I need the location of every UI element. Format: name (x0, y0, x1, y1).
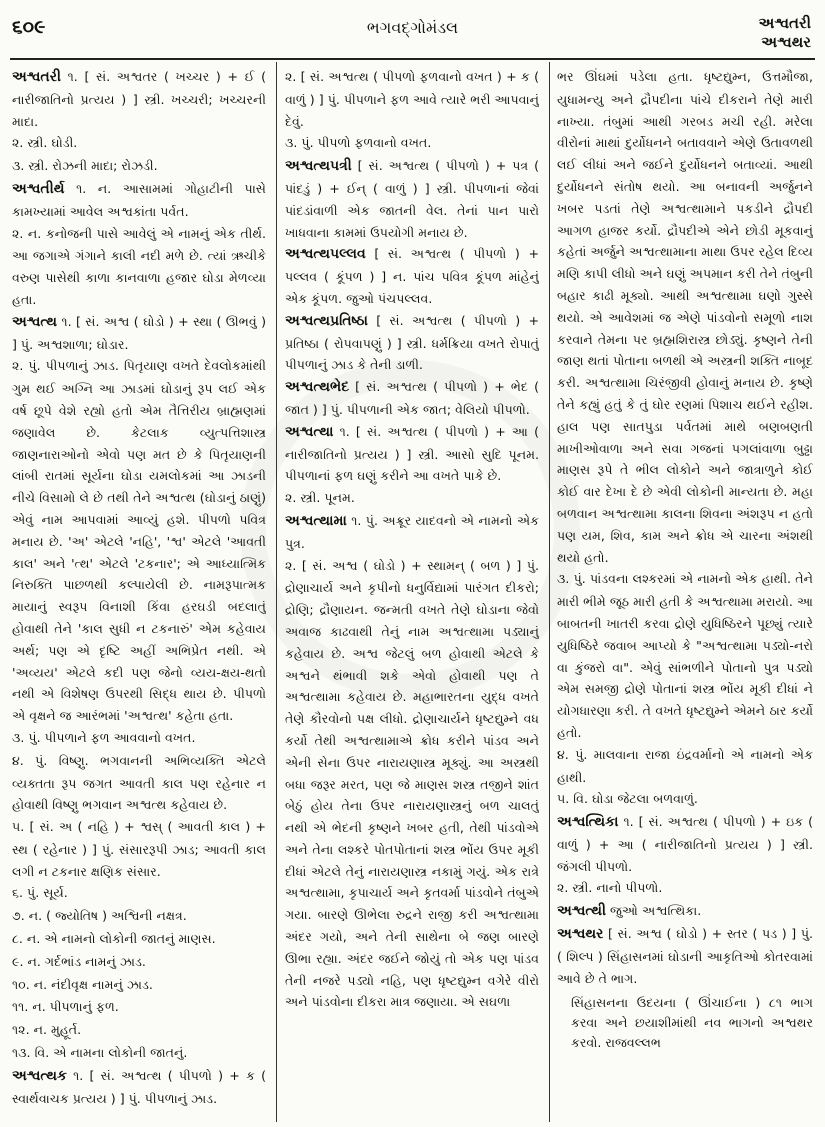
definition-text: ૨. ન. કનોજની પાસે આવેલું એ નામનું એક તીર્થ. આ જગાએ ગંગાને કાલી નદી મળે છે. ત્યાં ઋચીકે વરુણ પાસેથી કાળા કાનવાળા હજાર ઘોડા મેળવ્યા હતા. (12, 225, 266, 307)
definition-text: ૧. [ સં. અશ્વતર ( ખચ્ચર ) + ઈ ( નારીજાતિનો પ્રત્યય ) ] સ્ત્રી. ખચ્ચરી; ખચ્ચરની માદા. (12, 69, 266, 129)
definition-text: ૪. પું. માલવાના રાજા ઇંદ્રવર્માનો એ નામનો એક હાથી. (557, 746, 813, 785)
column-divider (549, 62, 550, 1122)
definition-text: ૨. પું. પીપળાનું ઝાડ. પિતૃયાણ વખતે દેવલોકમાંથી ગુમ થઈ અગ્નિ આ ઝાડમાં ઘોડાનું રૂપ લઈ એક વર્ષ છૂપે વેશે રહ્યો હતો એમ તૈત્તિરીય બ્રાહ્મણમાં જણાવેલ છે. કેટલાક વ્યુત્પત્તિશાસ્ત્ર જાણનારાઓનો એવો પણ મત છે કે પિતૃયાણની લાંબી રાતમાં સૂર્યના ઘોડા યમલોકમાં આ ઝાડની નીચે વિસામો લે છે તથી તેને અશ્વત્થ (ઘોડાનું ઠાણું) એવું નામ આપવામાં આવ્યું હશે. પીપળો પવિત્ર મનાય છે. 'અ' એટલે 'નહિ', 'શ્વ' એટલે 'આવતી કાલ' અને 'ત્થ' એટલે 'ટકનાર'; એ આધ્યાત્મિક નિરુક્તિ પાછળથી કલ્પાયેલી છે. નામરૂપાત્મક માયાનું સ્વરૂપ વિનાશી કિંવા હરઘડી બદલાતું હોવાથી તેને 'કાલ સુધી ન ટકનારું' એમ કહેવાય અર્થ; પણ એ દૃષ્ટિ અહીં અભિપ્રેત નથી. એ 'અવ્યય' એટલે કદી પણ જેનો વ્યય-ક્ષય-થતો નથી એ વિશેષણ ઉપરથી સિદ્ધ થાય છે. પીપળો એ વૃક્ષને જ આરંભમાં 'અશ્વત્થ' કહેતા હતા. (12, 358, 266, 724)
dictionary-entry (557, 66, 813, 568)
dictionary-entry (285, 555, 539, 1014)
dictionary-entry (12, 928, 266, 951)
header-rule (10, 58, 815, 60)
dictionary-entry (12, 905, 266, 928)
dictionary-entry (285, 132, 539, 155)
definition-text: ૩. પું. પીપળો ફળવાનો વખત. (285, 135, 432, 151)
column-divider (276, 62, 277, 1122)
dictionary-entry (285, 376, 539, 421)
headword: અશ્વત્થભેદ (285, 379, 350, 396)
definition-text: [ સં. અશ્વત્થ ( પીપળો ) + ભેદ ( જાત ) ] પું. પીપળાની એક જાત; વેલિયો પીપળો. (285, 379, 539, 417)
definition-text: ૧૨. ન. મુહૂર્ત. (12, 1022, 82, 1038)
definition-text: ભર ઊંઘમાં પડેલા હતા. ધૃષ્ટદ્યુમ્ન, ઉત્તમૌજા, યુધામન્યુ અને દ્રૌપદીના પાંચે દીકરાને તેણે મારી નાખ્યા. તંબુમાં આથી ગરબડ મચી રહી. મરેલા વીરોનાં માથાં દુર્યોધનને બતાવવાને એણે ઉતાવળથી લઈ લીધાં અને જઈને દુર્યોધનને બતાવ્યાં. આથી દુર્યોધનને સંતોષ થયો. આ બનાવની અર્જુનને ખબર પડતાં તેણે અશ્વત્થામાને પકડીને દ્રૌપદી આગળ હાજર કર્યો. દ્રૌપદીએ એને છોડી મૂકવાનું કહેતાં અર્જુને અશ્વત્થામાના માથા ઉપર રહેલ દિવ્ય મણિ કાપી લીધો અને ઘણું અપમાન કરી તેને તંબુની બહાર કાઢી મૂક્યો. આથી અશ્વત્થામા ઘણો ગુસ્સે થયો. એ આવેશમાં જ એણે પાંડવોનો સમૂળો નાશ કરવાને તેમના પર બ્રહ્મશિરાસ્ત્ર છોડ્યું. કૃષ્ણને તેની જાણ થતાં પોતાના બળથી એ અસ્ત્રની શક્તિ નાબૂદ કરી. અશ્વત્થામા ચિરંજીવી હોવાનું મનાય છે. કૃષ્ણે તેને કહ્યું હતું કે તું ઘોર રણમાં પિશાચ થઈને રહીશ. હાલ પણ સાતપુડા પર્વતમાં માથે બણબણતી માખીઓવાળા અને સવા ગજનાં પગલાંવાળા બુઢ્ઢા માણસ રૂપે તે ભીલ લોકોને અને જાત્રાળુને કોઈ કોઈ વાર દેખા દે છે એવી લોકોની માન્યતા છે. મહા બળવાન અશ્વત્થામા કાલના શિવના અંશરૂપ ન હતો પણ યમ, શિવ, કામ અને ક્રોધ એ ચારના અંશથી થયો હતો. (557, 69, 813, 565)
dictionary-entry (12, 155, 266, 178)
dictionary-entry (285, 155, 539, 243)
definition-text: જુઓ અશ્વત્થિકા. (606, 903, 702, 919)
dictionary-entry (12, 750, 266, 816)
column-2 (285, 66, 539, 1118)
definition-text: ૮. ન. એ નામનો લોકોની જાતનું માણસ. (12, 931, 216, 947)
definition-text: ૭. ન. ( જ્યોતિષ ) અશ્વિની નક્ષત્ર. (12, 908, 187, 924)
definition-text: ૨. [ સં. અશ્વત્થ ( પીપળો ફળવાનો વખત ) + ક ( વાળું ) ] પું. પીપળાને ફળ આવે ત્યારે ભરી આપવાનું દેવું. (285, 69, 539, 129)
column-1 (12, 66, 266, 1118)
quotation-text: સિંહાસનના ઉદયના ( ઊંચાઈના ) ૮૧ ભાગ કરવા અને છયાશીમાંથી નવ ભાગનો અશ્વથર કરવો. (571, 995, 813, 1051)
definition-text: [ સં. અશ્વત્થ ( પીપળો ) + પત્ર ( પાંદડું ) + ઈન્ ( વાળું ) ] સ્ત્રી. પીપળાનાં જેવાં પાંદડાંવાળી એક જાતની વેલ. તેનાં પાન પારો ખાધવાના કામમાં ઉપયોગી મનાય છે. (285, 158, 539, 240)
definition-text: ૧૦. ન. નંદીવૃક્ષ નામનું ઝાડ. (12, 976, 153, 992)
definition-text: ૧૧. ન. પીપળાનું ફળ. (12, 999, 119, 1015)
column-3 (557, 66, 813, 1118)
dictionary-entry (285, 66, 539, 132)
dictionary-entry (557, 811, 813, 877)
headword: અશ્વત્થા (285, 423, 334, 440)
headword: અશ્વત્થપત્રી (285, 158, 352, 175)
dictionary-entry (557, 900, 813, 923)
definition-text: ૨. સ્ત્રી. નાનો પીપળો. (557, 880, 663, 896)
headword: અશ્વત્થ (12, 313, 58, 330)
definition-text: ૫. વિ. ઘોડા જેટલા બળવાળું. (557, 791, 698, 807)
headword: અશ્વત્થી (557, 903, 607, 920)
definition-text: ૧. [ સં. અશ્વ ( ઘોડો ) + સ્થા ( ઊભવું ) ] પું. અશ્વશાળા; ઘોડાર. (12, 313, 266, 352)
headword: અશ્વતીર્થ (12, 180, 65, 197)
dictionary-entry (12, 974, 266, 997)
dictionary-entry (12, 727, 266, 750)
dictionary-entry (12, 882, 266, 905)
definition-text: ૧૩. વિ. એ નામના લોકોની જાતનું. (12, 1045, 188, 1061)
headword: અશ્વત્થિકા (557, 814, 619, 831)
definition-text: ૫. [ સં. અ ( નહિ ) + શ્વસ્ ( આવતી કાલ ) + સ્થ ( રહેનાર ) ] પું. સંસારરૂપી ઝાડ; આવતી કાલ લગી ન ટકનાર ક્ષણિક સંસાર. (12, 819, 266, 879)
definition-text: ૯. ન. ગર્દભાંડ નામનું ઝાડ. (12, 953, 146, 969)
headword: અશ્વથર (557, 926, 604, 943)
dictionary-entry (12, 1065, 266, 1110)
headword: અશ્વતરી (12, 69, 61, 85)
definition-text: ૧. [ સં. અશ્વત્થ ( પીપળો ) + ક ( સ્વાર્થવાચક પ્રત્યય ) ] પું. પીપળાનું ઝાડ. (12, 1067, 266, 1106)
definition-text: [ સં. અશ્વ ( ઘોડો ) + સ્તર ( પડ ) ] પું. ( શિલ્પ ) સિંહાસનમાં ઘોડાની આકૃતિઓ કોતરવામાં આવે છે તે ભાગ. (557, 926, 813, 986)
dictionary-entry (12, 355, 266, 727)
running-title: ભગવદ્ગોમંડલ (366, 18, 459, 37)
definition-text: ૬. પું. સૂર્ય. (12, 885, 68, 901)
headword: અશ્વત્થપલ્લવ (285, 246, 366, 263)
dictionary-entry (12, 1042, 266, 1065)
dictionary-entry (12, 1019, 266, 1042)
guide-words (759, 14, 811, 52)
definition-text: [ સં. અશ્વત્થ ( પીપળો ) + પ્રતિષ્ઠા ( રોપવાપણું ) ] સ્ત્રી. ધર્મક્રિયા વખતે રોપાતું પીપળાનું ઝાડ કે તેની ડાળી. (285, 312, 539, 373)
dictionary-entry (557, 923, 813, 989)
dictionary-entry (12, 223, 266, 311)
dictionary-entry (285, 310, 539, 376)
dictionary-entry (12, 951, 266, 974)
dictionary-entry (12, 816, 266, 882)
definition-text: ૨. [ સં. અશ્વ ( ઘોડો ) + સ્થામન્ ( બળ ) ] પું. દ્રોણાચાર્ય અને કૃપીનો ધનુર્વિદ્યામાં પારંગત દીકરો; દ્રોણિ; દ્રૌણાયન. જન્મતી વખતે તેણે ઘોડાના જેવો અવાજ કાઢવાથી તેનું નામ અશ્વત્થામા પડ્યાનું કહેવાય છે. અશ્વ જેટલું બળ હોવાથી એટલે કે અશ્વને થંભાવી શકે એવો હોવાથી પણ તે અશ્વત્થામા કહેવાય છે. મહાભારતના યુદ્ધ વખતે તેણે કૌરવોનો પક્ષ લીધો. દ્રોણાચાર્યને ધૃષ્ટદ્યુમ્ને વધ કર્યો તેથી અશ્વત્થામાએ ક્રોધ કરીને પાંડવ અને એની સેના ઉપર નારાયણાસ્ત્ર મૂક્યું. આ અસ્ત્રથી બધા જરૂર મરત, પણ જે માણસ શસ્ત્ર તજીને શાંત બેઠું હોય તેના ઉપર નારાયણાસ્ત્રનું બળ ચાલતું નથી એ ભેદની કૃષ્ણને ખબર હતી, તેથી પાંડવોએ અને તેના લશ્કરે પોતપોતાનાં શસ્ત્ર ભોંય ઉપર મૂકી દીધાં એટલે તેનું નારાયણાસ્ત્ર નકામું ગયું. એક રાત્રે અશ્વત્થામા, કૃપાચાર્ય અને કૃતવર્મા પાંડવોને તંબુએ ગયા. બારણે ઊભેલા રુદ્રને રાજી કરી અશ્વત્થામા અંદર ગયો, અને તેની સાથેના બે જણ બારણે ઊભા રહ્યા. અંદર જઈને જોયું તો એક પણ પાંડવ તેની નજરે પડ્યો નહિ, પણ ધૃષ્ટદ્યુમ્ન વગેરે વીરો અને પાંડવોના દીકરા માત્ર જણાયા. એ સઘળા (285, 557, 539, 1010)
definition-text: ૪. પું. વિષ્ણુ. ભગવાનની અભિવ્યક્તિ એટલે વ્યક્તતા રૂપ જગત આવતી કાલ પણ રહેનાર ન હોવાથી વિષ્ણુ ભગવાન અશ્વત્થ કહેવાય છે. (12, 752, 266, 813)
dictionary-entry (285, 421, 539, 487)
dictionary-entry (285, 510, 539, 555)
dictionary-entry (557, 568, 813, 743)
definition-text: ૧. પું. અક્રૂર યાદવનો એ નામનો એક પુત્ર. (285, 512, 539, 551)
dictionary-entry (12, 132, 266, 155)
guide-word-last: અશ્વથર (761, 33, 811, 51)
dictionary-entry (557, 877, 813, 900)
definition-text: ૩. પું. પીપળાને ફળ આવવાનો વખત. (12, 729, 196, 745)
headword: અશ્વત્થામા (285, 512, 347, 529)
dictionary-entry (285, 487, 539, 510)
definition-text: [ સં. અશ્વત્થ ( પીપળો ) + પલ્લવ ( કૂંપળ ) ] ન. પાંચ પવિત્ર કૂંપળ માંહેનું એક કૂંપળ. જુઓ પંચપલ્લવ. (285, 246, 539, 306)
dictionary-entry (557, 744, 813, 789)
definition-text: ૧. [ સં. અશ્વત્થ ( પીપળો ) + ઇક ( વાળું ) + આ ( નારીજાતિનો પ્રત્યય ) ] સ્ત્રી. જંગલી પીપળો. (557, 814, 813, 874)
dictionary-entry (12, 311, 266, 356)
dictionary-entry (12, 996, 266, 1019)
dictionary-entry (557, 788, 813, 811)
page-number: ૬૦૯ (12, 16, 46, 38)
dictionary-entry (285, 243, 539, 309)
headword: અશ્વત્થક (12, 1067, 67, 1084)
definition-text: ૩. સ્ત્રી. રોઝની માદા; રોઝડી. (12, 158, 158, 174)
definition-text: ૨. સ્ત્રી. પૂનમ. (285, 490, 355, 506)
quotation (571, 993, 813, 1053)
definition-text: ૩. પું. પાંડવના લશ્કરમાં એ નામનો એક હાથી. તેને મારી ભીમે જૂઠ મારી હતી કે અશ્વત્થામા મરાયો. આ બાબતની ખાતરી કરવા દ્રોણે યુધિષ્ઠિરને પૂછ્યું ત્યારે યુધિષ્ઠિરે જવાબ આપ્યો કે "અશ્વત્થામા પડ્યો-નરો વા કુંજરો વા". એવું સાંભળીને પોતાનો પુત્ર પડ્યો એમ સમજી દ્રોણે પોતાનાં શસ્ત્ર ભોંય મૂકી દીધાં ને યોગધારણા કરી. તે વખતે ધૃષ્ટદ્યુમ્ને એમને ઠાર કર્યો હતો. (557, 571, 813, 740)
definition-text: ૧. [ સં. અશ્વત્થ ( પીપળો ) + આ ( નારીજાતિનો પ્રત્યય ) ] સ્ત્રી. આસો સુદિ પૂનમ. પીપળાનાં ફળ ઘણું કરીને આ વખતે પાકે છે. (285, 423, 539, 484)
definition-text: ૧. ન. આસામમાં ગોહાટીની પાસે કામખ્યામાં આવેલ અશ્વકાંતા પર્વત. (12, 180, 266, 219)
dictionary-entry (12, 178, 266, 223)
guide-word-first: અશ્વતરી (758, 14, 811, 32)
headword: અશ્વત્થપ્રતિષ્ઠા (285, 312, 368, 329)
dictionary-entry (12, 66, 266, 132)
definition-text: ૨. સ્ત્રી. ઘોડી. (12, 135, 78, 151)
column-3-entries (557, 66, 813, 989)
quotation-source: રાજવલ્લભ (605, 1035, 661, 1051)
